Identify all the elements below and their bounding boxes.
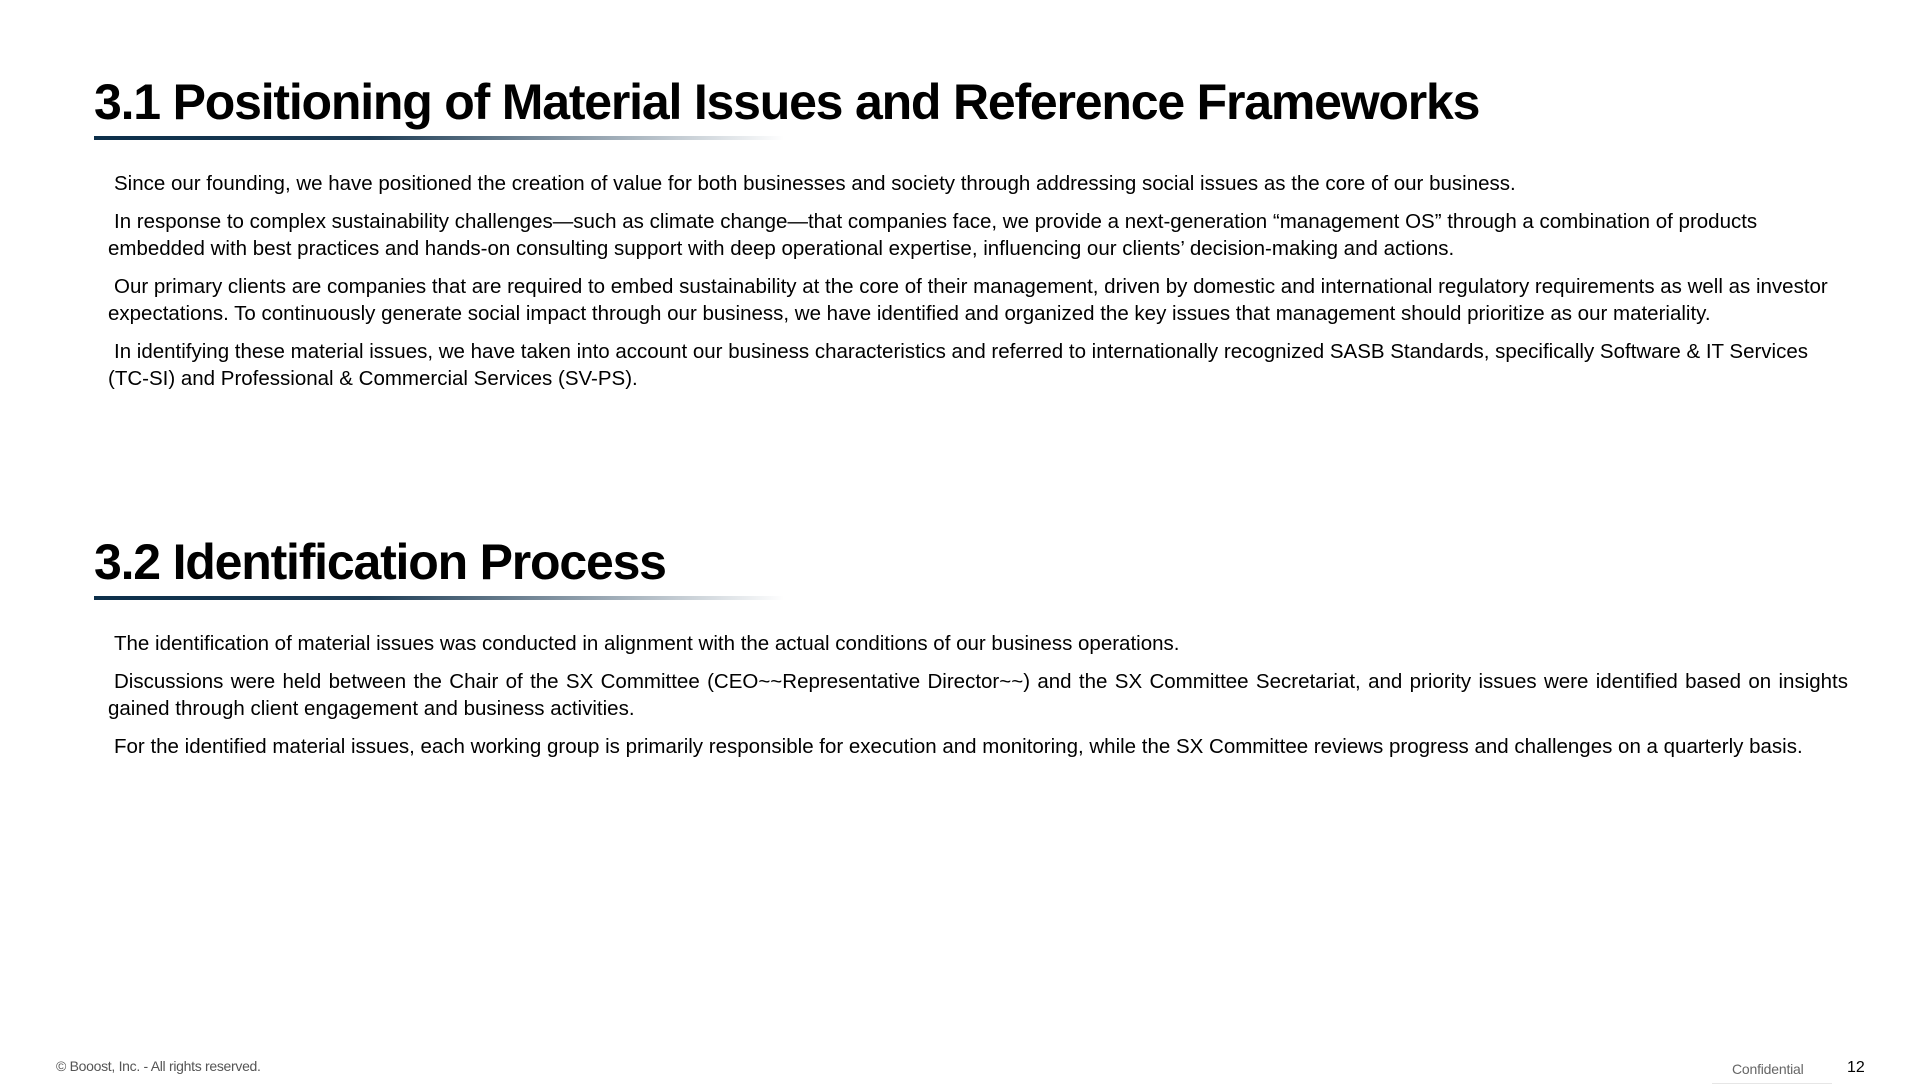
section-body — [94, 170, 1848, 392]
paragraph: In response to complex sustainability challenges—such as climate change—that companies face, we provide a next-generation “management OS” through a combination of products embedded with best practices and hands-on consulting support with deep operational expertise, influencing our clients’ decision-making and actions. — [108, 210, 1758, 260]
confidential-label: Confidential — [1732, 1061, 1804, 1077]
paragraph: The identification of material issues was conducted in alignment with the actual conditions of our business operations. — [114, 632, 1180, 655]
section-title: 3.2 Identification Process — [94, 534, 666, 590]
page-number: 12 — [1847, 1059, 1865, 1076]
copyright-notice: © Booost, Inc. - All rights reserved. — [56, 1058, 261, 1074]
paragraph: In identifying these material issues, we have taken into account our business characteristics and referred to internationally recognized SASB Standards, specifically Software & IT Services (TC-SI) and Professional & Commercial Services (SV-PS). — [108, 340, 1809, 390]
title-underline — [94, 136, 784, 140]
paragraph: Our primary clients are companies that are required to embed sustainability at the core of their management, driven by domestic and international regulatory requirements as well as investor expectations. To continuously generate social impact through our business, we have identified and organized the key issues that management should prioritize as our materiality. — [108, 275, 1828, 325]
section-positioning — [94, 72, 1834, 403]
paragraph: Discussions were held between the Chair of the SX Committee (CEO~~Representative Director~~) and the SX Committee Secretariat, and priority issues were identified based on insights gained through client engagement and business activities. — [108, 670, 1848, 720]
paragraph: Since our founding, we have positioned the creation of value for both businesses and society through addressing social issues as the core of our business. — [114, 172, 1516, 195]
title-underline — [94, 596, 784, 600]
section-identification-process — [94, 532, 1848, 771]
section-body — [94, 630, 1848, 760]
section-title: 3.1 Positioning of Material Issues and Reference Frameworks — [94, 74, 1480, 130]
paragraph: For the identified material issues, each working group is primarily responsible for execution and monitoring, while the SX Committee reviews progress and challenges on a quarterly basis. — [114, 735, 1803, 758]
